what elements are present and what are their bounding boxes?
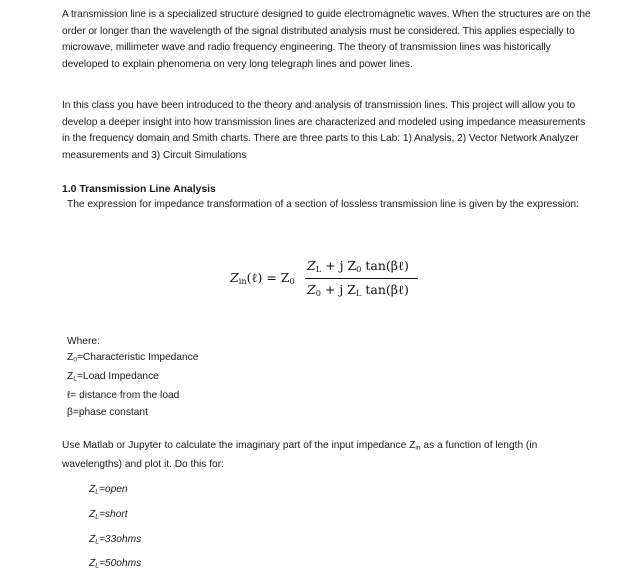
task-instructions: Use Matlab or Jupyter to calculate the imaginary part of the input impedance $Z_{in}$ as a function of length (in wavelengths) and plot it. Do this for: [62,440,538,471]
fraction-bar [305,278,418,279]
where-definitions [67,334,198,421]
equation-denominator: $Z_0 + j$ $Z_L$ tan(βℓ) [307,282,409,299]
load-case-50ohms: $Z_L=50ohms$ [89,558,142,570]
definition-length: ℓ= distance from the load [67,390,180,402]
definition-zo: $Z_0=Characteristic$ Impedance [67,352,199,364]
intro-paragraph-1: A transmission line is a specialized structure designed to guide electromagnetic waves. When the structures are on the order or longer than the wavelength of the signal distributed analysis must be considered. This applies especially to microwave, millimeter wave and radio frequency engineering. The theory of transmission lines was historically developed to explain phenomena on very long telegraph lines and power lines. [62,9,591,70]
equation-lhs: $Z_{in}(\ell) = Z_0$ [230,270,295,287]
where-label: Where: [67,336,100,347]
load-case-short: $Z_L=short$ [89,509,128,521]
load-case-open: $Z_L=open$ [89,484,128,496]
section-heading: 1.0 Transmission Line Analysis [62,184,216,195]
impedance-equation [230,257,430,303]
definition-zl: $Z_L=Load$ Impedance [67,371,159,383]
intro-paragraph-2: In this class you have been introduced to the theory and analysis of transmission lines. This project will allow you to develop a deeper insight into how transmission lines are characterized and modeled using impedance measurements in the frequency domain and Smith charts. There are three parts to this Lab: 1) Analysis, 2) Vector Network Analyzer measurements and 3) Circuit Simulations [62,100,586,161]
section-intro: The expression for impedance transformation of a section of lossless transmission line is given by the expression: [67,199,579,210]
equation-numerator: $Z_L + j$ $Z_0$ tan(βℓ) [307,258,409,275]
load-case-33ohms: $Z_L=33ohms$ [89,534,142,546]
definition-beta: β=phase constant [67,406,148,418]
